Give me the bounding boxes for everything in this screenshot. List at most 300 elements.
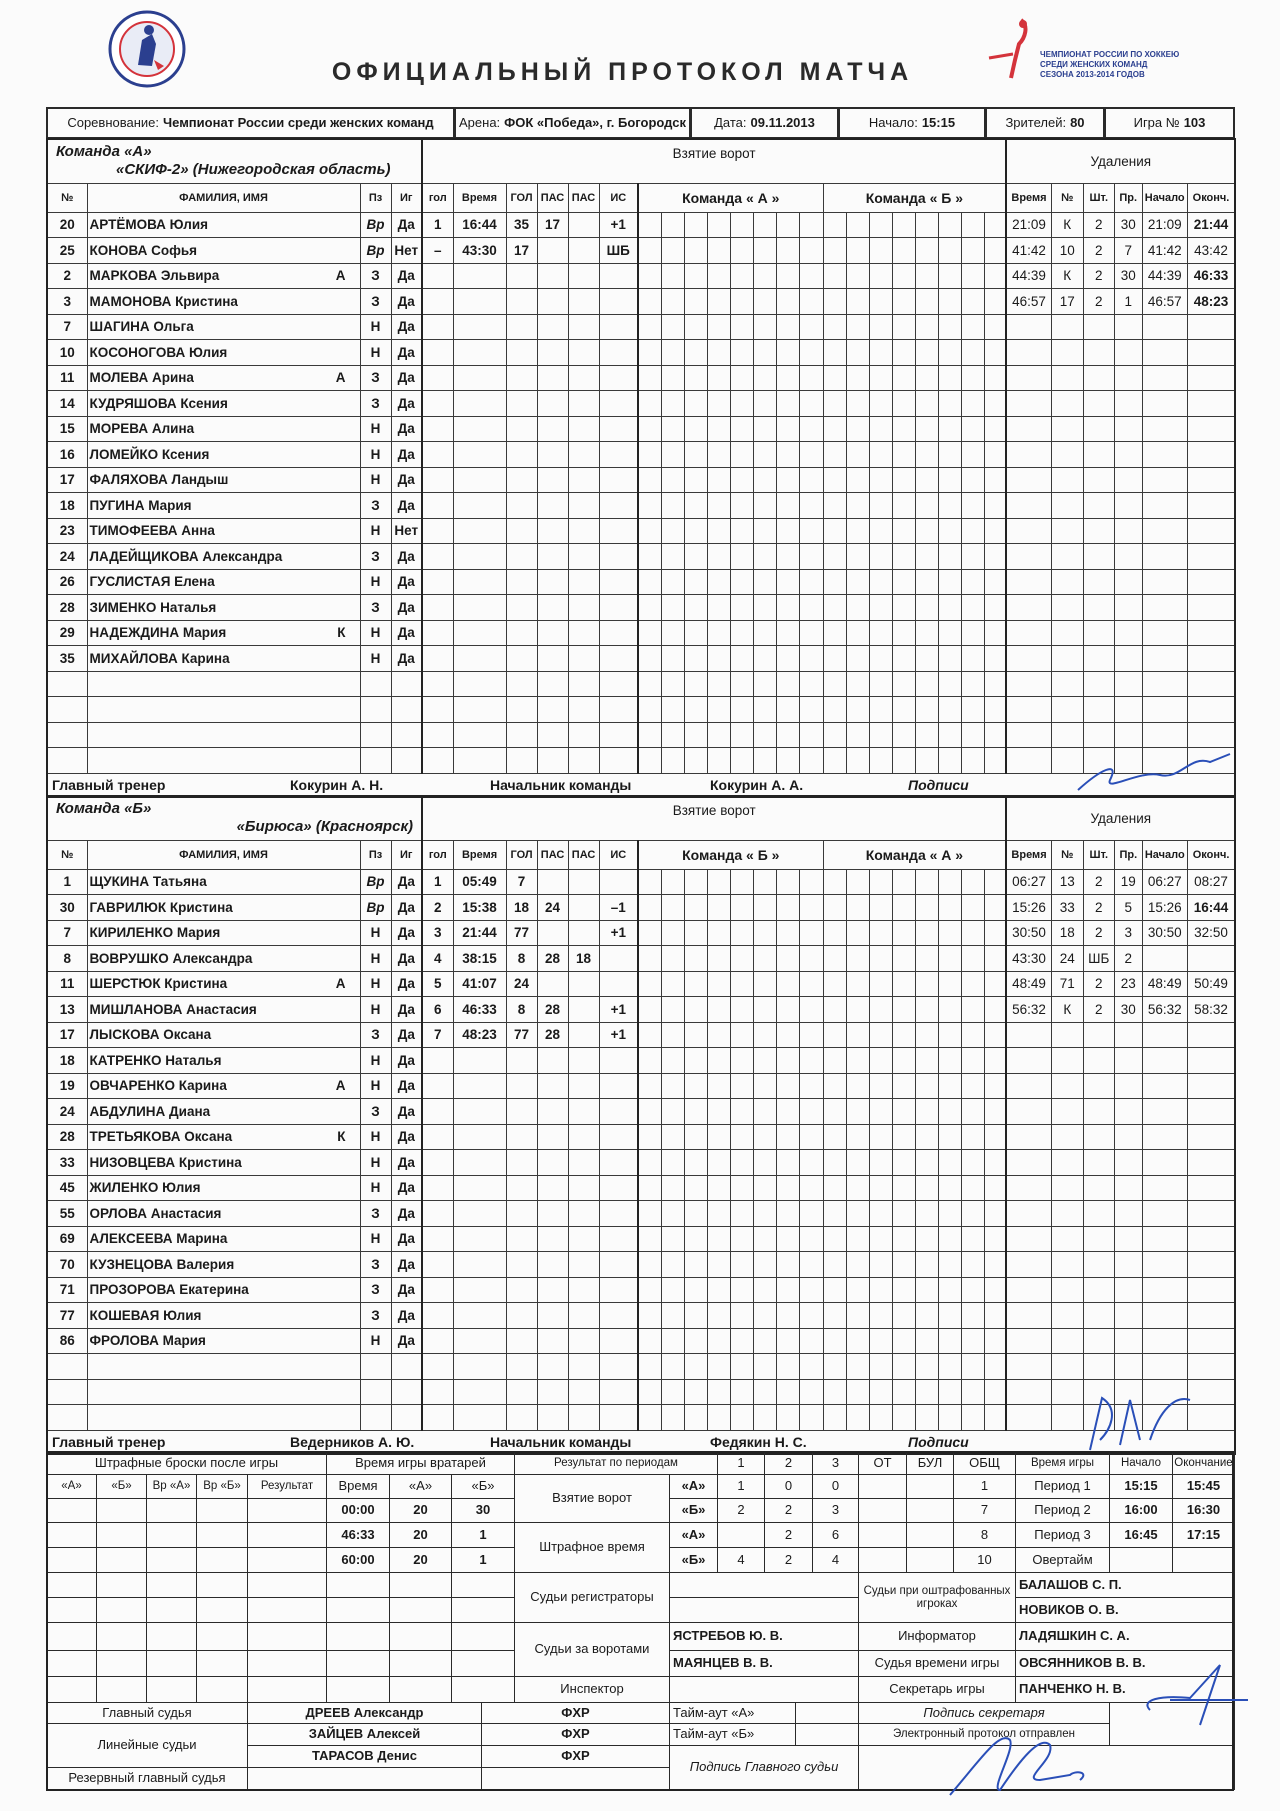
goal-goal [506, 722, 537, 748]
grid-cell [638, 238, 661, 264]
player-name-cell [87, 869, 360, 895]
arena-label: Арена: [459, 114, 501, 130]
grid-cell [823, 416, 846, 442]
goal-pm [599, 1405, 638, 1431]
grid-cell [661, 722, 684, 748]
player-position: Н [360, 1328, 391, 1354]
penalty-min [1083, 1328, 1114, 1354]
player-played: Нет [391, 518, 422, 544]
grid-cell [869, 365, 892, 391]
penalty-start [1142, 1354, 1187, 1380]
penalty-start [1142, 1201, 1187, 1227]
penalty-end [1187, 671, 1235, 697]
player-position: Н [360, 646, 391, 672]
grid-cell [730, 1048, 753, 1074]
player-name: ШЕРСТЮК Кристина [89, 976, 228, 992]
goal-n [422, 1354, 453, 1380]
grid-cell [730, 620, 753, 646]
grid-cell [869, 748, 892, 774]
grid-cell [707, 212, 730, 238]
grid-cell [753, 1073, 776, 1099]
goal-a2 [568, 595, 599, 621]
grid-cell [984, 748, 1006, 774]
player-name-cell [87, 997, 360, 1023]
grid-cell [799, 340, 823, 366]
player-row [47, 722, 1235, 748]
goal-goal [506, 1379, 537, 1405]
penalty-end: 21:44 [1187, 212, 1235, 238]
grid-cell [638, 869, 661, 895]
grid-cell [823, 1303, 846, 1329]
penalty-time [1006, 722, 1051, 748]
penalty-start [1142, 1226, 1187, 1252]
grid-cell [984, 1073, 1006, 1099]
player-name: ТРЕТЬЯКОВА Оксана [89, 1129, 233, 1145]
player-name-cell [87, 1175, 360, 1201]
grid-cell [869, 620, 892, 646]
player-name: ЛОМЕЙКО Ксения [89, 446, 210, 462]
player-position: З [360, 1303, 391, 1329]
grid-cell [938, 997, 961, 1023]
grid-cell [707, 314, 730, 340]
goal-time: 05:49 [453, 869, 506, 895]
grid-cell [799, 467, 823, 493]
goal-pm [599, 442, 638, 468]
goal-a1: 28 [537, 1022, 568, 1048]
team-label-text: Команда «Б» [56, 799, 152, 817]
penalty-end: 50:49 [1187, 971, 1235, 997]
player-number [47, 1379, 87, 1405]
grid-cell [707, 416, 730, 442]
grid-cell [707, 722, 730, 748]
grid-cell [707, 238, 730, 264]
penalty-end [1187, 1226, 1235, 1252]
grid-cell [730, 569, 753, 595]
grid-cell [638, 620, 661, 646]
shootout-col-header: Результат [247, 1474, 327, 1499]
grid-cell [707, 620, 730, 646]
player-position: З [360, 1099, 391, 1125]
shootout-cell [146, 1597, 197, 1623]
penalty-time [1006, 1073, 1051, 1099]
penalty-time: 43:30 [1006, 946, 1051, 972]
penalty-start: 15:26 [1142, 895, 1187, 921]
player-position: Н [360, 1226, 391, 1252]
grid-cell [638, 1201, 661, 1227]
coach-info [50, 1431, 1232, 1453]
penalty-num [1051, 671, 1083, 697]
player-played: Да [391, 365, 422, 391]
grid-cell [661, 895, 684, 921]
grid-cell [846, 340, 869, 366]
grid-cell [869, 1150, 892, 1176]
grid-cell [823, 569, 846, 595]
grid-cell [823, 1354, 846, 1380]
start-value: 15:15 [921, 114, 956, 130]
grid-cell [823, 1277, 846, 1303]
grid-cell [984, 493, 1006, 519]
penalty-reason [1114, 748, 1142, 774]
grid-cell [892, 544, 915, 570]
grid-cell [707, 340, 730, 366]
goal-n [422, 416, 453, 442]
penalty-num: К [1051, 212, 1083, 238]
penalty-min [1083, 569, 1114, 595]
grid-cell [823, 1379, 846, 1405]
shootout-cell [96, 1572, 147, 1598]
team-name: «Бирюса» (Красноярск) [236, 818, 414, 836]
goal-pm [599, 971, 638, 997]
player-number: 17 [47, 467, 87, 493]
grid-cell [707, 1226, 730, 1252]
grid-cell [730, 971, 753, 997]
grid-cell [638, 518, 661, 544]
shootout-cell [146, 1547, 197, 1573]
col-header: № [47, 840, 87, 869]
goal-time [453, 442, 506, 468]
grid-cell [799, 869, 823, 895]
grid-cell [753, 869, 776, 895]
grid-cell [776, 365, 799, 391]
shootout-cell [146, 1498, 197, 1523]
goal-n [422, 671, 453, 697]
grid-cell [753, 289, 776, 315]
grid-cell [638, 493, 661, 519]
grid-cell [938, 365, 961, 391]
player-position: Н [360, 1048, 391, 1074]
grid-cell [915, 416, 938, 442]
grid-cell [938, 391, 961, 417]
grid-cell [799, 646, 823, 672]
grid-cell [684, 569, 707, 595]
grid-cell [869, 869, 892, 895]
grid-cell [984, 971, 1006, 997]
grid-cell [915, 544, 938, 570]
grid-cell [661, 1226, 684, 1252]
grid-cell [984, 416, 1006, 442]
manager-label: Начальник команды [490, 1433, 632, 1450]
player-position [360, 722, 391, 748]
penalty-start [1142, 1150, 1187, 1176]
grid-cell [661, 340, 684, 366]
grid-cell [846, 1073, 869, 1099]
grid-cell [661, 671, 684, 697]
grid-cell [684, 748, 707, 774]
goal-pm [599, 493, 638, 519]
registrars-label: Судьи регистраторы [514, 1572, 670, 1623]
player-name-cell [87, 595, 360, 621]
goal-a1 [537, 467, 568, 493]
penalty-end [1187, 314, 1235, 340]
goal-goal: 18 [506, 895, 537, 921]
penalty-time [1006, 518, 1051, 544]
grid-cell [776, 238, 799, 264]
player-number: 19 [47, 1073, 87, 1099]
grid-cell [892, 289, 915, 315]
goalie-time-cell [389, 1676, 452, 1703]
goal-goal [506, 340, 537, 366]
penalty-num [1051, 646, 1083, 672]
grid-cell [892, 620, 915, 646]
player-played [391, 697, 422, 723]
goal-a1: 28 [537, 997, 568, 1023]
penalty-time: 30:50 [1006, 920, 1051, 946]
penalty-end [1187, 1099, 1235, 1125]
goal-a1 [537, 365, 568, 391]
grid-cell [846, 391, 869, 417]
grid-cell [869, 946, 892, 972]
goalie-time-cell: 46:33 [326, 1522, 390, 1548]
goal-a2 [568, 263, 599, 289]
col-header: Время [453, 183, 506, 212]
shootout-cell [196, 1498, 248, 1523]
goal-n: – [422, 238, 453, 264]
goal-pm: +1 [599, 997, 638, 1023]
grid-cell [892, 646, 915, 672]
penalty-start [1142, 365, 1187, 391]
grid-cell [869, 697, 892, 723]
penalty-min: 2 [1083, 263, 1114, 289]
logo-line: СЕЗОНА 2013-2014 ГОДОВ [1040, 70, 1145, 79]
grid-cell [961, 289, 984, 315]
goal-goal [506, 697, 537, 723]
grid-cell [938, 1048, 961, 1074]
goal-time [453, 493, 506, 519]
goal-goal: 8 [506, 946, 537, 972]
grid-cell [799, 518, 823, 544]
player-row [47, 518, 1235, 544]
grid-cell [684, 1150, 707, 1176]
grid-cell [707, 1048, 730, 1074]
grid-cell [984, 1022, 1006, 1048]
grid-right-header: Команда « А » [823, 840, 1006, 869]
penalty-time [1006, 365, 1051, 391]
penalty-min: 2 [1083, 238, 1114, 264]
grid-cell [799, 1175, 823, 1201]
goal-a1 [537, 1303, 568, 1329]
penalty-num [1051, 569, 1083, 595]
penalty-min [1083, 748, 1114, 774]
player-played: Да [391, 314, 422, 340]
grid-cell [684, 697, 707, 723]
goalie-time-cell [389, 1572, 452, 1598]
goal-a1 [537, 1354, 568, 1380]
player-number: 11 [47, 365, 87, 391]
goal-n: 4 [422, 946, 453, 972]
grid-cell [869, 340, 892, 366]
player-played: Да [391, 1099, 422, 1125]
grid-cell [823, 1150, 846, 1176]
player-name: ЗИМЕНКО Наталья [89, 599, 217, 615]
player-role: А [335, 268, 346, 284]
grid-cell [846, 1405, 869, 1431]
goal-pm [599, 340, 638, 366]
goal-time [453, 391, 506, 417]
grid-cell [869, 1354, 892, 1380]
player-role: К [337, 625, 346, 641]
player-name-cell [87, 340, 360, 366]
goal-n [422, 697, 453, 723]
grid-cell [799, 1277, 823, 1303]
player-played [391, 671, 422, 697]
penalty-num [1051, 365, 1083, 391]
penalty-num [1051, 1048, 1083, 1074]
penalty-end [1187, 1379, 1235, 1405]
player-name-cell [87, 1099, 360, 1125]
grid-cell [661, 365, 684, 391]
goal-time [453, 1048, 506, 1074]
goal-pm [599, 1226, 638, 1252]
goal-a1 [537, 722, 568, 748]
penalty-num [1051, 416, 1083, 442]
goal-pm [599, 391, 638, 417]
grid-cell [661, 544, 684, 570]
goal-goal [506, 263, 537, 289]
grid-cell [846, 722, 869, 748]
grid-cell [938, 442, 961, 468]
goal-a1 [537, 646, 568, 672]
goal-pm [599, 946, 638, 972]
grid-cell [730, 391, 753, 417]
goal-a1 [537, 289, 568, 315]
penalty-start [1142, 518, 1187, 544]
player-number [47, 671, 87, 697]
grid-cell [892, 1252, 915, 1278]
penalty-start: 56:32 [1142, 997, 1187, 1023]
player-number [47, 748, 87, 774]
player-row [47, 544, 1235, 570]
shootout-cell [196, 1622, 248, 1651]
grid-cell [684, 518, 707, 544]
penalty-min [1083, 544, 1114, 570]
grid-cell [915, 569, 938, 595]
period-value: 8 [953, 1522, 1016, 1548]
grid-cell [638, 1150, 661, 1176]
goal-a2 [568, 1277, 599, 1303]
date-label: Дата: [714, 114, 747, 130]
grid-cell [730, 544, 753, 570]
penalty-start [1142, 391, 1187, 417]
penalty-end [1187, 722, 1235, 748]
goal-a2 [568, 442, 599, 468]
grid-cell [661, 748, 684, 774]
goal-n [422, 1073, 453, 1099]
goal-a1 [537, 314, 568, 340]
grid-cell [730, 238, 753, 264]
grid-cell [661, 869, 684, 895]
grid-cell [776, 671, 799, 697]
penalty-num [1051, 697, 1083, 723]
penalty-num [1051, 1354, 1083, 1380]
goal-a1 [537, 1277, 568, 1303]
goal-pm [599, 1124, 638, 1150]
coach-cell [47, 773, 1235, 797]
goalie-time-cell [326, 1597, 390, 1623]
grid-cell [661, 263, 684, 289]
player-row [47, 467, 1235, 493]
grid-cell [961, 1379, 984, 1405]
grid-cell [684, 391, 707, 417]
penalty-start [1142, 620, 1187, 646]
linesman-1-name: ЗАЙЦЕВ Алексей [247, 1723, 482, 1746]
grid-cell [984, 391, 1006, 417]
grid-cell [892, 569, 915, 595]
player-number: 17 [47, 1022, 87, 1048]
goal-n [422, 748, 453, 774]
grid-cell [730, 722, 753, 748]
period-col-header: 1 [717, 1451, 765, 1475]
goal-time [453, 697, 506, 723]
period-end: 15:45 [1172, 1474, 1235, 1499]
grid-cell [915, 365, 938, 391]
grid-cell [776, 314, 799, 340]
player-number: 18 [47, 493, 87, 519]
grid-cell [938, 1303, 961, 1329]
grid-cell [753, 1252, 776, 1278]
grid-cell [638, 1099, 661, 1125]
penalty-min [1083, 442, 1114, 468]
grid-cell [961, 314, 984, 340]
penalty-num: 33 [1051, 895, 1083, 921]
grid-cell [776, 1379, 799, 1405]
grid-cell [753, 997, 776, 1023]
period-end: 16:30 [1172, 1498, 1235, 1523]
goal-a2 [568, 1226, 599, 1252]
grid-cell [684, 971, 707, 997]
shootout-cell [96, 1522, 147, 1548]
grid-cell [707, 1073, 730, 1099]
player-name: ПУГИНА Мария [89, 497, 192, 513]
penalty-end [1187, 365, 1235, 391]
goal-pm [599, 722, 638, 748]
goal-a2 [568, 997, 599, 1023]
penalty-start [1142, 1328, 1187, 1354]
player-number: 10 [47, 340, 87, 366]
penalty-min [1083, 1277, 1114, 1303]
grid-cell [938, 620, 961, 646]
player-position: Н [360, 946, 391, 972]
player-number: 8 [47, 946, 87, 972]
grid-cell [753, 722, 776, 748]
grid-cell [846, 946, 869, 972]
grid-cell [961, 1252, 984, 1278]
goal-a1 [537, 1175, 568, 1201]
grid-cell [684, 1277, 707, 1303]
player-name-cell [87, 895, 360, 921]
grid-cell [799, 1150, 823, 1176]
goal-time [453, 1201, 506, 1227]
grid-cell [869, 895, 892, 921]
penalty-num [1051, 722, 1083, 748]
player-name: ТИМОФЕЕВА Анна [89, 523, 215, 539]
penalty-col-header: Пр. [1114, 183, 1142, 212]
penalty-time [1006, 1277, 1051, 1303]
grid-cell [776, 697, 799, 723]
penalty-col-header: Время [1006, 840, 1051, 869]
column-header-row [47, 183, 1235, 212]
grid-cell [753, 544, 776, 570]
head-referee-name: ДРЕЕВ Александр [247, 1702, 482, 1724]
coach-name: Ведерников А. Ю. [290, 1433, 415, 1450]
grid-cell [915, 895, 938, 921]
grid-cell [846, 544, 869, 570]
goal-n [422, 1201, 453, 1227]
grid-cell [684, 1048, 707, 1074]
shootout-cell [146, 1622, 197, 1651]
goal-n [422, 1379, 453, 1405]
penalty-reason: 3 [1114, 920, 1142, 946]
penalty-reason: 23 [1114, 971, 1142, 997]
